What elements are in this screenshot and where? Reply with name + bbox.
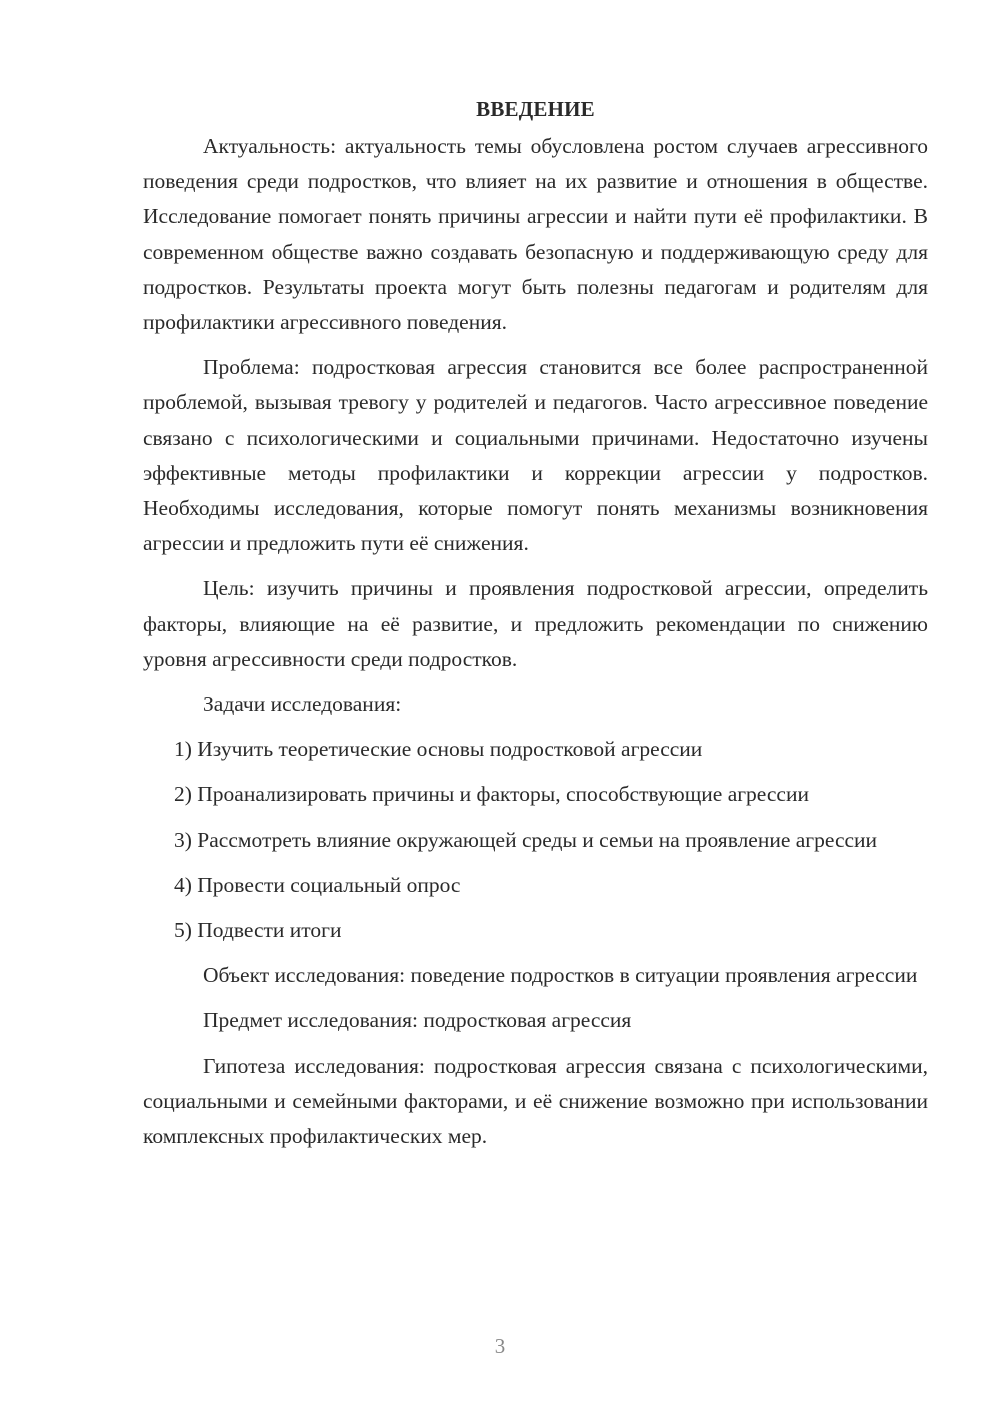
list-item: 5) Подвести итоги bbox=[174, 918, 342, 943]
subject-paragraph: Предмет исследования: подростковая агрессия bbox=[203, 1008, 632, 1033]
hypothesis-paragraph: Гипотеза исследования: подростковая агрессия связана с психологическими, социальными и семейными факторами, и её снижение возможно при использовании комплексных профилактических мер. bbox=[143, 1053, 928, 1149]
object-paragraph: Объект исследования: поведение подростков в ситуации проявления агрессии bbox=[203, 963, 918, 988]
tasks-heading: Задачи исследования: bbox=[203, 692, 402, 717]
list-item: 2) Проанализировать причины и факторы, способствующие агрессии bbox=[174, 782, 809, 807]
tasks-list bbox=[143, 732, 928, 948]
list-item: 4) Провести социальный опрос bbox=[174, 872, 461, 897]
page-number: 3 bbox=[494, 1334, 506, 1358]
list-item: 3) Рассмотреть влияние окружающей среды и семьи на проявление агрессии bbox=[174, 827, 878, 852]
list-item: 1) Изучить теоретические основы подростковой агрессии bbox=[174, 737, 703, 762]
problem-paragraph: Проблема: подростковая агрессия становится все более распространенной проблемой, вызывая тревогу у родителей и педагогов. Часто агрессивное поведение связано с психологическими и социальными причинами. Недостаточно изучены эффективные методы профилактики и коррекции агрессии у подростков. Необходимы исследования, которые помогут понять механизмы возникновения агрессии и предложить пути её снижения. bbox=[143, 355, 928, 556]
page-title: ВВЕДЕНИЕ bbox=[476, 97, 595, 121]
page-content bbox=[143, 92, 928, 1164]
relevance-paragraph: Актуальность: актуальность темы обусловлена ростом случаев агрессивного поведения среди подростков, что влияет на их развитие и отношения в обществе. Исследование помогает понять причины агрессии и найти пути её профилактики. В современном обществе важно создавать безопасную и поддерживающую среду для подростков. Результаты проекта могут быть полезны педагогам и родителям для профилактики агрессивного поведения. bbox=[143, 134, 928, 335]
goal-paragraph: Цель: изучить причины и проявления подростковой агрессии, определить факторы, влияющие на её развитие, и предложить рекомендации по снижению уровня агрессивности среди подростков. bbox=[143, 576, 928, 671]
